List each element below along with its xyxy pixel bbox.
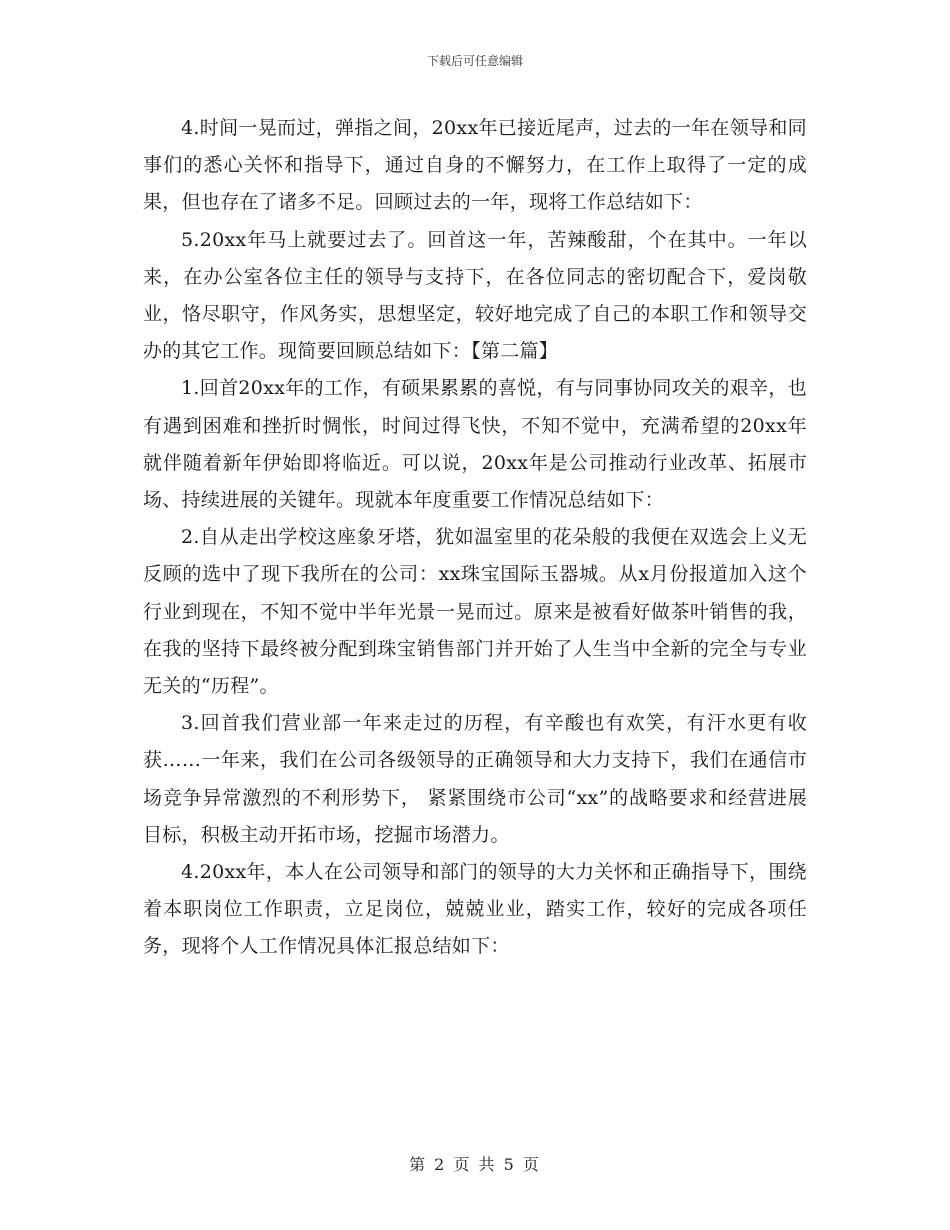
- paragraph: 4.20xx年，本人在公司领导和部门的领导的大力关怀和正确指导下，围绕着本职岗位工作职责，立足岗位，兢兢业业，踏实工作，较好的完成各项任务，现将个人工作情况具体汇报总结如下：: [143, 861, 807, 958]
- paragraph: 1.回首20xx年的工作，有硕果累累的喜悦，有与同事协同攻关的艰辛，也有遇到困难和挫折时惆怅，时间过得飞快，不知不觉中，充满希望的20xx年就伴随着新年伊始即将临近。可以说，20xx年是公司推动行业改革、拓展市场、持续进展的关键年。现就本年度重要工作情况总结如下：: [143, 377, 807, 512]
- paragraph: 4.时间一晃而过，弹指之间，20xx年已接近尾声，过去的一年在领导和同事们的悉心关怀和指导下，通过自身的不懈努力，在工作上取得了一定的成果，但也存在了诸多不足。回顾过去的一年，现将工作总结如下：: [143, 117, 807, 214]
- page-number: 第 2 页 共 5 页: [409, 1155, 541, 1174]
- document-body: [143, 110, 807, 966]
- paragraph: 3.回首我们营业部一年来走过的历程，有辛酸也有欢笑，有汗水更有收获……一年来，我们在公司各级领导的正确领导和大力支持下，我们在通信市场竞争异常激烈的不利形势下， 紧紧围绕市公司“xx”的战略要求和经营进展目标，积极主动开拓市场，挖掘市场潜力。: [143, 712, 807, 846]
- paragraph: 2.自从走出学校这座象牙塔，犹如温室里的花朵般的我便在双选会上义无反顾的选中了现下我所在的公司：xx珠宝国际玉器城。从x月份报道加入这个行业到现在，不知不觉中半年光景一晃而过。原来是被看好做茶叶销售的我，在我的坚持下最终被分配到珠宝销售部门并开始了人生当中全新的完全与专业无关的“历程”。: [143, 526, 807, 698]
- page-header: 下载后可任意编辑: [426, 54, 523, 68]
- paragraph: 5.20xx年马上就要过去了。回首这一年，苦辣酸甜，个在其中。一年以来，在办公室各位主任的领导与支持下，在各位同志的密切配合下，爱岗敬业，恪尽职守，作风务实，思想坚定，较好地完成了自己的本职工作和领导交办的其它工作。现简要回顾总结如下：【第二篇】: [143, 228, 807, 363]
